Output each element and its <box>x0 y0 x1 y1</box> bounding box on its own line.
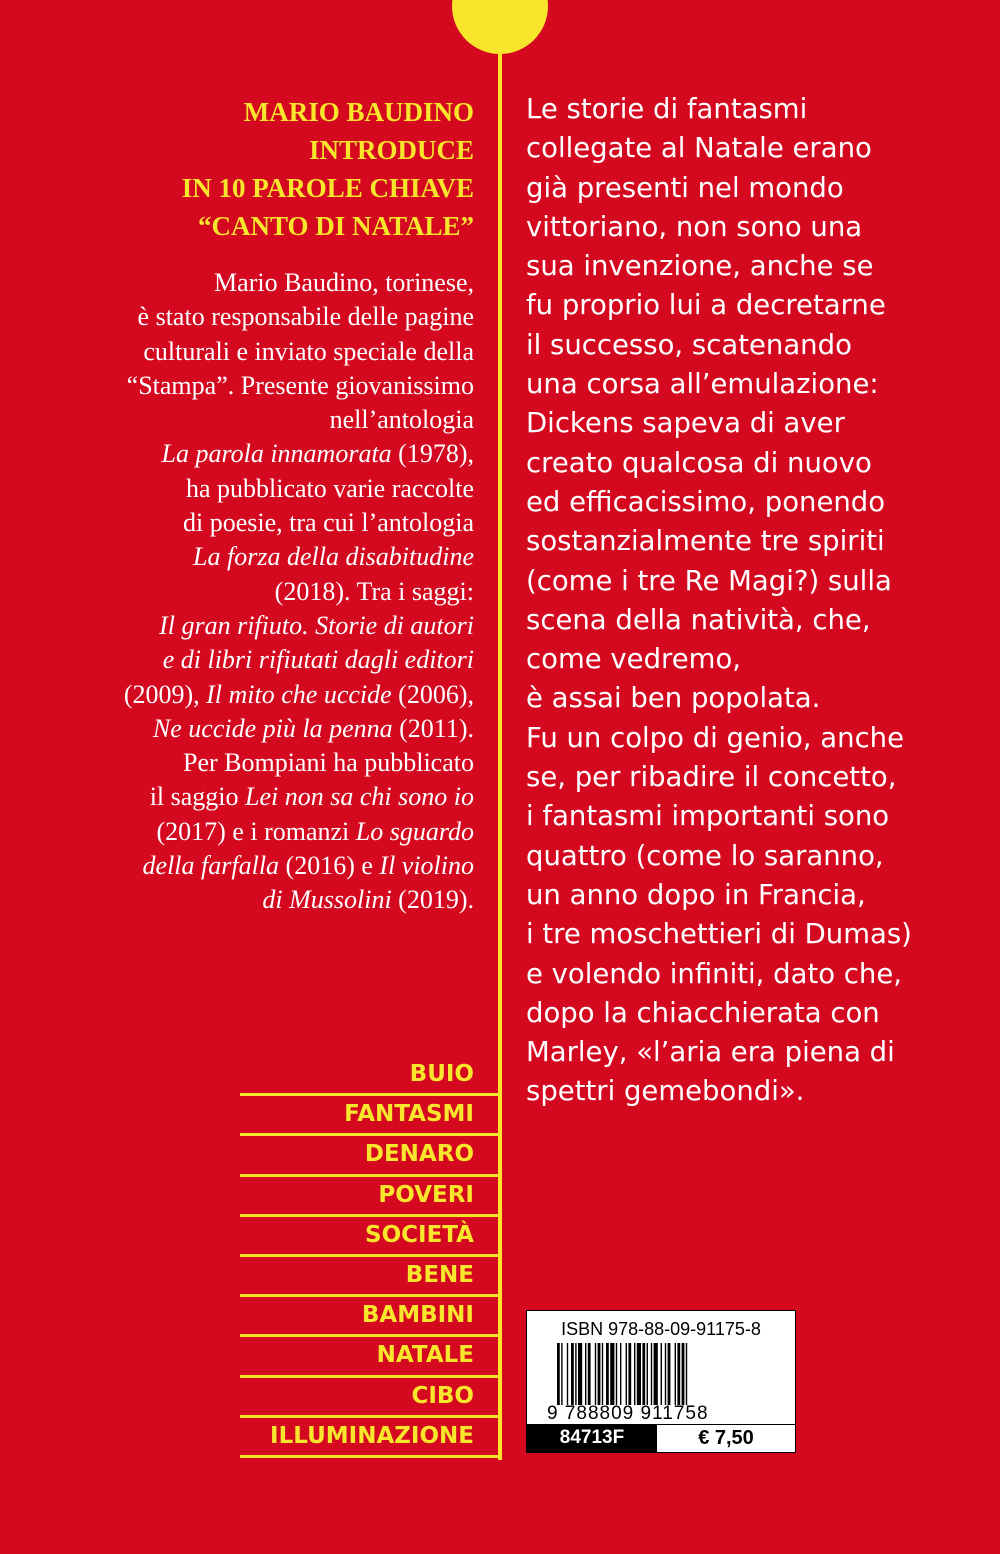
blurb-line: (come i tre Re Magi?) sulla <box>526 564 892 597</box>
bio-line <box>124 472 474 506</box>
bio-title: e di libri rifiutati dagli editori <box>162 645 474 675</box>
blurb-line: e volendo infiniti, dato che, <box>526 957 903 990</box>
bio-text: (2009), <box>123 679 207 709</box>
bio-line <box>124 369 474 403</box>
bio-text: “Stampa”. Presente giovanissimo <box>126 370 474 400</box>
keyword-item: SOCIETÀ <box>240 1217 500 1257</box>
bio-line <box>124 437 474 471</box>
blurb-line: fu proprio lui a decretarne <box>526 289 886 322</box>
blurb-line: scena della natività, che, <box>526 603 871 636</box>
barcode-bar <box>567 1343 568 1405</box>
barcode-bar <box>654 1343 658 1405</box>
blurb-line: sostanzialmente tre spiriti <box>526 525 885 558</box>
keyword-item: BENE <box>240 1257 500 1297</box>
barcode-bar <box>588 1343 591 1405</box>
bio-line <box>124 335 474 369</box>
barcode-bar <box>634 1343 635 1405</box>
keyword-item: BAMBINI <box>240 1297 500 1337</box>
bio-text: di poesie, tra cui l’antologia <box>183 508 474 538</box>
barcode-bar <box>585 1343 586 1405</box>
blurb-line: ed efficacissimo, ponendo <box>526 485 886 518</box>
bio-text: (1978), <box>391 439 474 469</box>
bio-title: Ne uccide più la penna <box>152 713 393 743</box>
barcode-bar <box>561 1343 562 1405</box>
bio-line <box>124 540 474 574</box>
bio-title: Lo sguardo <box>355 816 474 846</box>
blurb-line: collegate al Natale erano <box>526 132 872 165</box>
barcode-bar <box>616 1343 617 1405</box>
blurb-line: è assai ben popolata. <box>526 682 821 715</box>
barcode-bar <box>578 1343 582 1405</box>
bio-line <box>124 300 474 334</box>
bio-line <box>124 849 474 883</box>
barcode-bar <box>575 1343 576 1405</box>
blurb-line: dopo la chiacchierata con <box>526 996 880 1029</box>
barcode-bar <box>661 1343 662 1405</box>
barcode-bar <box>686 1343 687 1405</box>
barcode-bar <box>606 1343 609 1405</box>
bio-line <box>124 746 474 780</box>
barcode-bar <box>675 1343 676 1405</box>
blurb-line: se, per ribadire il concetto, <box>526 761 897 794</box>
blurb-line: spettri gemebondi». <box>526 1075 805 1108</box>
keyword-item: ILLUMINAZIONE <box>240 1418 500 1458</box>
bio-line <box>124 403 474 437</box>
blurb-line: i fantasmi importanti sono <box>526 800 890 833</box>
blurb-text <box>526 90 912 1112</box>
isbn-text: ISBN 978-88-09-91175-8 <box>561 1319 761 1339</box>
barcode-bar <box>682 1343 685 1405</box>
heading-line: INTRODUCE <box>308 135 474 165</box>
bio-text: (2011). <box>392 713 474 743</box>
blurb-line: quattro (come lo saranno, <box>526 839 884 872</box>
bio-line <box>124 609 474 643</box>
barcode-label <box>526 1310 796 1453</box>
blurb-line: vittoriano, non sono una <box>526 210 863 243</box>
bio-text: (2006), <box>391 679 474 709</box>
price-row <box>527 1424 795 1452</box>
barcode-bar <box>668 1343 671 1405</box>
barcode-icon <box>557 1343 787 1405</box>
barcode-bar <box>665 1343 666 1405</box>
keyword-item: DENARO <box>240 1136 500 1176</box>
barcode-bar <box>571 1343 574 1405</box>
barcode-bar <box>642 1343 645 1405</box>
bio-title: di Mussolini <box>262 885 392 915</box>
product-code: 84713F <box>527 1424 657 1452</box>
barcode-bar <box>637 1343 641 1405</box>
barcode-bar <box>651 1343 652 1405</box>
keyword-list <box>240 1056 500 1458</box>
bio-line <box>124 506 474 540</box>
blurb-line: Le storie di fantasmi <box>526 93 808 125</box>
barcode-digits: 9 788809 911758 <box>547 1403 709 1424</box>
author-bio <box>124 266 474 918</box>
blurb-line: già presenti nel mondo <box>526 171 844 204</box>
bio-text: (2016) e <box>279 851 380 881</box>
bio-line <box>124 815 474 849</box>
barcode-bar <box>628 1343 631 1405</box>
blurb-line: un anno dopo in Francia, <box>526 878 866 911</box>
blurb-line: Dickens sapeva di aver <box>526 407 845 440</box>
bio-line <box>124 780 474 814</box>
bio-title: Il violino <box>379 851 474 881</box>
bio-title: della farfalla <box>142 851 280 881</box>
bio-text: (2017) e i romanzi <box>156 816 356 846</box>
bio-line <box>124 712 474 746</box>
keyword-item: BUIO <box>240 1056 500 1096</box>
keyword-item: POVERI <box>240 1177 500 1217</box>
barcode-bar <box>598 1343 601 1405</box>
barcode-bar <box>610 1343 614 1405</box>
blurb-line: Marley, «l’aria era piena di <box>526 1036 895 1069</box>
bio-title: La forza della disabitudine <box>193 542 474 572</box>
barcode-bar <box>595 1343 596 1405</box>
blurb-line: il successo, scatenando <box>526 328 852 361</box>
bio-text: il saggio <box>149 782 246 812</box>
heading-line: MARIO BAUDINO <box>243 97 474 127</box>
bio-line <box>124 678 474 712</box>
bio-text: Mario Baudino, torinese, <box>214 268 474 297</box>
author-heading <box>182 93 474 245</box>
barcode-bar <box>602 1343 603 1405</box>
bio-text: è stato responsabile delle pagine <box>137 302 474 332</box>
blurb-line: una corsa all’emulazione: <box>526 368 879 401</box>
bio-title: Il gran rifiuto. Storie di autori <box>159 610 474 640</box>
blurb-line: Fu un colpo di genio, anche <box>526 721 905 754</box>
barcode-bar <box>677 1343 680 1405</box>
price: € 7,50 <box>657 1424 795 1452</box>
bio-title: Lei non sa chi sono io <box>245 782 474 812</box>
blurb-line: creato qualcosa di nuovo <box>526 446 872 479</box>
heading-line: IN 10 PAROLE CHIAVE <box>181 173 474 203</box>
bio-title: Il mito che uccide <box>206 679 392 709</box>
heading-line: “CANTO DI NATALE” <box>197 211 474 241</box>
bio-line <box>124 643 474 677</box>
bio-line <box>124 575 474 609</box>
bio-line <box>124 266 474 300</box>
bio-line <box>124 883 474 917</box>
bio-text: (2019). <box>391 885 474 915</box>
blurb-line: sua invenzione, anche se <box>526 250 874 283</box>
keyword-item: FANTASMI <box>240 1096 500 1136</box>
bio-title: La parola innamorata <box>161 439 392 469</box>
blurb-line: i tre moschettieri di Dumas) <box>526 918 912 951</box>
barcode-bar <box>626 1343 627 1405</box>
bio-text: (2018). Tra i saggi: <box>274 576 474 606</box>
barcode-bar <box>620 1343 621 1405</box>
keyword-item: NATALE <box>240 1337 500 1377</box>
bio-text: culturali e inviato speciale della <box>143 336 474 366</box>
bio-text: nell’antologia <box>329 405 474 435</box>
bio-text: Per Bompiani ha pubblicato <box>182 748 474 778</box>
blurb-line: come vedremo, <box>526 643 742 676</box>
barcode-bar <box>557 1343 560 1405</box>
bio-text: ha pubblicato varie raccolte <box>185 473 474 503</box>
keyword-item: CIBO <box>240 1378 500 1418</box>
barcode-bar <box>647 1343 648 1405</box>
